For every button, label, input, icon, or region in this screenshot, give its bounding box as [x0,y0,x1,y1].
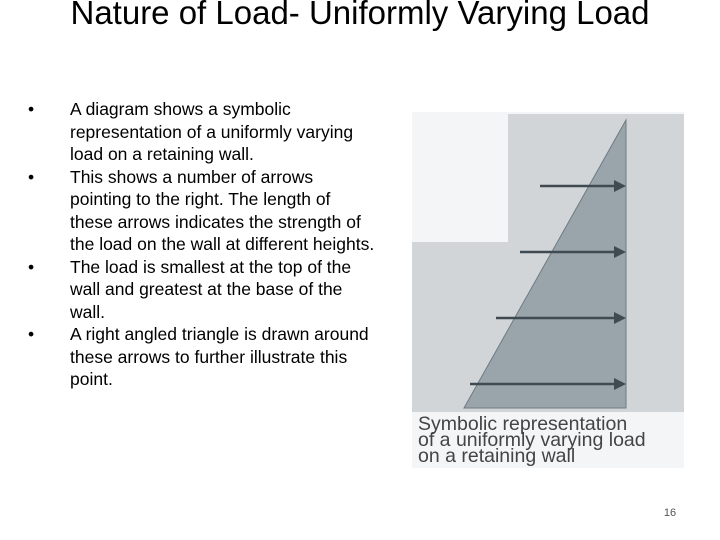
load-diagram-svg [412,112,684,468]
slide-title: Nature of Load- Uniformly Varying Load [70,0,650,31]
bullet-text: The load is smallest at the top of the wall and greatest at the base of the wall. [70,256,352,322]
figure-caption-line: of a uniformly varying load [418,429,646,451]
bullet-text: This shows a number of arrows pointing to the right. The length of these arrows indicates the strength of the load on the wall at different heights. [70,166,375,254]
figure-caption-line: on a retaining wall [418,445,576,467]
bullet-item [28,256,378,324]
bullet-dot: • [28,256,35,277]
bullet-dot: • [28,166,35,187]
bullet-item [28,166,378,256]
bullet-text: A diagram shows a symbolic representation of a uniformly varying load on a retaining wall. [70,99,354,164]
page-number: 16 [663,507,677,519]
bullet-dot: • [28,99,35,119]
figure-caption-line: Symbolic representation [418,413,628,435]
load-diagram-figure [412,112,684,468]
bullet-item [28,323,378,391]
bullet-dot: • [28,324,35,344]
bullet-list [28,98,378,391]
bullet-text: A right angled triangle is drawn around these arrows to further illustrate this point. [70,324,369,389]
bullet-item [28,98,378,166]
